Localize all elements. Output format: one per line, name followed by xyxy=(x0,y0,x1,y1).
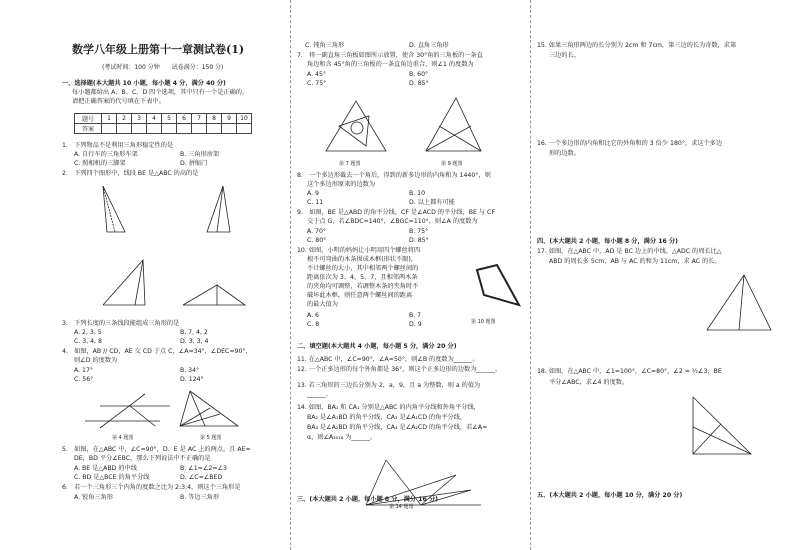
exam-info: (考试时间：100 分钟 试卷满分：150 分) xyxy=(102,64,224,71)
column-middle xyxy=(290,0,531,550)
section-2-title: 二、填空题(本大题共 4 小题，每小题 5 分，满分 20 分) xyxy=(297,343,457,350)
figure-b-triangle xyxy=(207,186,230,232)
section-5-title: 五、(本大题共 2 小题，每小题 10 分，满分 20 分) xyxy=(537,492,683,499)
option-b: B. ∠1=∠2=∠3 xyxy=(180,465,227,472)
option-d: D. 拼缩门 xyxy=(180,160,208,167)
table-cell: 2 xyxy=(117,114,132,124)
column-right xyxy=(530,0,794,550)
question-17-cont: ABD 的周长多 5cm，AB 与 AC 的和为 11cm，求 AC 的长。 xyxy=(549,258,721,265)
option-d: D. 85° xyxy=(409,80,429,87)
option-c: C. 75° xyxy=(307,80,327,87)
option-b: B. 三角形房架 xyxy=(180,151,220,158)
option-a: A. 45° xyxy=(307,71,327,78)
figure-17-triangle xyxy=(707,275,771,330)
question-5: 5. 如图，在△ABC 中，∠C=90°，D、E 是 AC 上的两点，且 AE= xyxy=(62,446,251,453)
answer-cell[interactable] xyxy=(222,124,237,134)
answer-table-answer-row xyxy=(75,124,252,134)
question-18-cont: 平分∠ABC，求∠4 的度数。 xyxy=(549,379,629,386)
option-c: C. 80° xyxy=(307,237,327,244)
question-9-cont: 交于点 G，若∠BDC=140°，∠BGC=110°，则∠A 的度数为 xyxy=(307,218,478,225)
answer-cell[interactable] xyxy=(162,124,177,134)
question-10-cont: 距离依次为 3、4、5、7，且相邻两木条 xyxy=(307,274,418,281)
question-10-cont: 的最大值为 xyxy=(307,301,338,308)
table-cell: 10 xyxy=(237,114,252,124)
exam-title: 数学八年级上册第十一章测试卷(1) xyxy=(72,43,245,56)
figure-7-outer-triangle xyxy=(326,101,386,151)
figure-18 xyxy=(681,392,761,462)
question-13-cont: ______。 xyxy=(307,391,332,398)
column-left xyxy=(0,0,290,550)
question-8: 8. 一个多边形截去一个角后，得到的新多边形的内角和为 1440°，则 xyxy=(297,172,491,179)
line-ae xyxy=(100,394,145,428)
table-cell: 9 xyxy=(222,114,237,124)
question-14: 14. 如图，BA₁ 和 CA₁ 分别是△ABC 的内角平分线和外角平分线， xyxy=(297,404,480,411)
figure-a-triangle xyxy=(103,186,125,232)
figures-4-5 xyxy=(80,386,250,436)
option-a: A. BE 是△ABD 的中线 xyxy=(74,465,137,472)
section-3-title: 三、(本大题共 2 小题，每小题 8 分，满分 16 分) xyxy=(297,496,438,503)
question-14-cont: BA₃ 是∠A₂BD 的角平分线，CA₃ 是∠A₂CD 的角平分线，若∠A= xyxy=(307,424,488,431)
question-9: 9. 如图，BE 是△ABD 的角平分线，CF 是∠ACD 的平分线，BE 与 CF xyxy=(297,209,495,216)
section-4-title: 四、(本大题共 2 小题，每小题 8 分，满分 16 分) xyxy=(537,238,678,245)
question-3: 3. 下列长度的三条线段能组成三角形的是 xyxy=(62,320,180,327)
question-4: 4. 如图，AB // CD，AE 交 CD 于点 C，∠A=34°，∠DEC=90°， xyxy=(62,348,252,355)
figure-10-caption: 第 10 题图 xyxy=(471,319,496,325)
figure-18-triangle xyxy=(693,397,751,454)
question-14-cont: α，则∠A₂₀₁₈ 为______。 xyxy=(307,434,377,441)
question-1: 1. 下列物品不是利用三角形稳定性的是 xyxy=(62,142,174,149)
table-cell: 4 xyxy=(147,114,162,124)
figures-7-9 xyxy=(321,96,501,158)
figure-5-caption: 第 5 题图 xyxy=(200,435,222,441)
figure-d-triangle xyxy=(183,285,245,305)
question-10: 10. 如图，小明的妈妈让小明用四个螺丝将四 xyxy=(297,247,421,254)
question-10-cont: 破坏此木框，则任意两个螺丝间的距离 xyxy=(307,292,413,299)
question-2: 2. 下列四个图形中，线段 BE 是△ABC 的高的是 xyxy=(62,170,199,177)
figure-10-frame xyxy=(477,265,519,305)
figure-10 xyxy=(469,260,529,315)
table-cell: 7 xyxy=(192,114,207,124)
option-c: C. 8 xyxy=(307,321,320,328)
question-17: 17. 如图，在△ABC 中，AD 是 BC 边上的中线，△ADC 的周长比△ xyxy=(537,248,722,255)
figure-17 xyxy=(699,270,779,335)
option-a: A. 17° xyxy=(74,367,94,374)
answer-cell[interactable] xyxy=(207,124,222,134)
option-a: A. 6 xyxy=(307,312,319,319)
option-d: D. 以上都有可能 xyxy=(409,199,455,206)
option-b: B. 10 xyxy=(409,190,426,197)
option-d: D. 85° xyxy=(409,237,429,244)
option-b: B. 7 xyxy=(409,312,422,319)
question-11: 11. 在△ABC 中，∠C=90°，∠A=50°，则∠B 的度数为______。 xyxy=(297,356,479,363)
question-16-cont: 形的边数。 xyxy=(549,150,580,157)
table-cell-label: 题号 xyxy=(75,114,102,124)
option-b: B. 等边三角形 xyxy=(180,494,220,501)
option-a: A. 2, 3, 5 xyxy=(74,329,102,336)
question-15-cont: 三边的长。 xyxy=(549,52,580,59)
option-b: B. 34° xyxy=(180,367,200,374)
option-a: A. 70° xyxy=(307,228,327,235)
question-6: 6. 若一个三角形三个内角的度数之比为 2:3:4，则这个三角形是 xyxy=(62,484,241,491)
answer-cell[interactable] xyxy=(177,124,192,134)
table-cell: 1 xyxy=(102,114,117,124)
question-12: 12. 一个正多边形的每个外角都是 36°，则这个正多边形的边数为______。 xyxy=(297,366,502,373)
question-13: 13. 若三角形的三边长分别为 2，a，9，且 a 为整数，则 a 的值为 xyxy=(297,382,481,389)
option-c: C. 钝角三角形 xyxy=(305,42,345,49)
option-b: B. 75° xyxy=(409,228,429,235)
question-10-cont: 根不可弯曲的木条围成木框(形状不限)， xyxy=(307,256,418,263)
answer-cell[interactable] xyxy=(132,124,147,134)
option-d: D. 直角三角形 xyxy=(409,42,449,49)
question-15: 15. 如果三角形两边的长分别为 2cm 和 7cm，第三边的长为奇数，求第 xyxy=(537,42,737,49)
option-d: D. ∠C=∠BED xyxy=(180,474,223,481)
figure-9-triangle xyxy=(426,98,481,151)
option-c: C. 11 xyxy=(307,199,324,206)
section-1-title: 一、选择题(本大题共 10 小题，每小题 4 分，满分 40 分) xyxy=(62,80,226,87)
table-cell: 6 xyxy=(177,114,192,124)
figure-4-caption: 第 4 题图 xyxy=(112,435,134,441)
answer-cell[interactable] xyxy=(192,124,207,134)
option-b: B. 7, 4, 2 xyxy=(180,329,208,336)
question-14-cont: BA₂ 是∠A₁BD 的角平分线，CA₂ 是∠A₁CD 的角平分线， xyxy=(307,414,467,421)
answer-cell[interactable] xyxy=(117,124,132,134)
option-c: C. 照相机的三脚架 xyxy=(74,160,126,167)
answer-table-number-row xyxy=(75,114,252,124)
option-d: D. 9 xyxy=(409,321,422,328)
answer-cell[interactable] xyxy=(237,124,252,134)
option-d: D. 124° xyxy=(180,376,204,383)
question-7-cont: 角边和含 45°角的三角板的一条直角边重合，则∠1 的度数为 xyxy=(307,61,474,68)
question-16: 16. 一个多边形的内角和比它的外角和的 3 倍少 180°，求这个多边 xyxy=(537,140,723,147)
table-cell: 8 xyxy=(207,114,222,124)
figure-7-caption: 第 7 题图 xyxy=(339,161,361,167)
question-18: 18. 如图，在△ABC 中，∠1=100°，∠C=80°，∠2 = ½∠3，BE xyxy=(537,368,722,375)
section-1-desc2: 请把正确答案的代号填在下表中。 xyxy=(72,98,165,105)
section-1-desc: 每小题都给出 A、B、C、D 四个选项，其中只有一个是正确的， xyxy=(72,89,249,96)
question-8-cont: 这个多边形原来的边数为 xyxy=(307,181,376,188)
option-d: D. 3, 3, 4 xyxy=(180,338,209,345)
question-5-cont: DE，BD 平分∠EBC，那么下列说法中不正确的是 xyxy=(74,455,211,462)
option-c: C. BD 是△BCE 的角平分线 xyxy=(74,474,150,481)
answer-table xyxy=(74,113,252,134)
option-c: C. 3, 4, 8 xyxy=(74,338,102,345)
question-10-cont: 不计螺丝的大小，其中相邻两个螺丝间的 xyxy=(307,265,419,272)
table-cell-label: 答案 xyxy=(75,124,102,134)
option-a: A. 自行车的三角形车架 xyxy=(74,151,138,158)
median-ad xyxy=(739,275,744,330)
option-a: A. 9 xyxy=(307,190,319,197)
option-b: B. 60° xyxy=(409,71,429,78)
question-2-figures xyxy=(95,180,285,310)
figure-14-caption: 第 14 题图 xyxy=(389,504,414,510)
figure-7-inner-triangle xyxy=(339,116,369,146)
table-cell: 5 xyxy=(162,114,177,124)
option-a: A. 锐角三角形 xyxy=(74,494,113,501)
figure-9-caption: 第 9 题图 xyxy=(441,161,463,167)
question-7: 7. 将一副直角三角板如图所示放置，使含 30°角的三角板的一条直 xyxy=(297,52,483,59)
answer-cell[interactable] xyxy=(102,124,117,134)
table-cell: 3 xyxy=(132,114,147,124)
option-c: C. 56° xyxy=(74,376,94,383)
question-10-cont: 的夹角均可调整，若调整木条的夹角时不 xyxy=(307,283,419,290)
question-4-cont: 则∠D 的度数为 xyxy=(74,357,118,364)
answer-cell[interactable] xyxy=(147,124,162,134)
